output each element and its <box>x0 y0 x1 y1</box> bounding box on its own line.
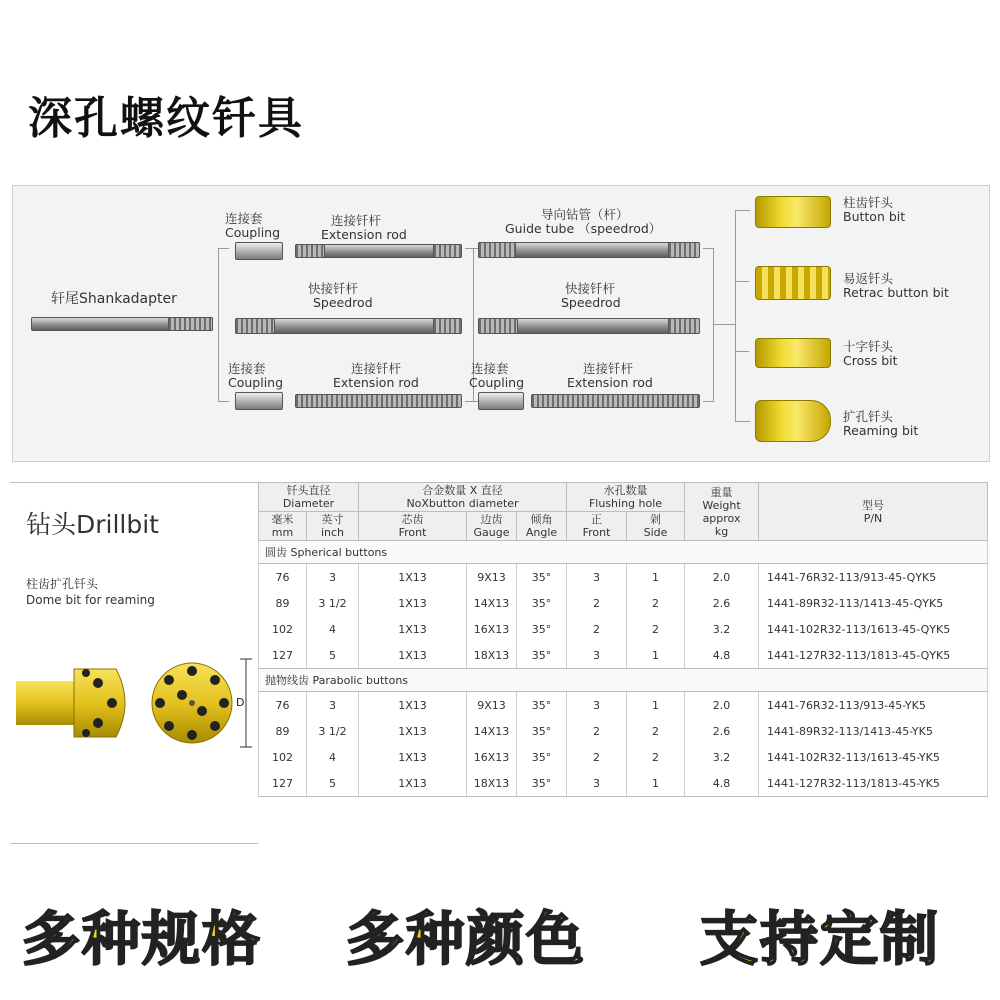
table-cell: 1X13 <box>359 642 467 669</box>
hdr-diameter-cn: 钎头直径 <box>286 484 331 497</box>
table-cell: 1441-102R32-113/1613-45-QYK5 <box>759 616 988 642</box>
page-title: 深孔螺纹钎具 <box>28 93 304 144</box>
group-parabolic: 抛物线齿 Parabolic buttons <box>259 669 988 692</box>
ext3-label-cn: 连接钎杆 <box>583 361 634 376</box>
table-cell: 1441-76R32-113/913-45-YK5 <box>759 692 988 719</box>
table-cell: 3.2 <box>685 616 759 642</box>
table-cell: 3 1/2 <box>307 590 359 616</box>
slogan-specs: 多种规格 <box>22 905 263 973</box>
bit1-label-cn: 柱齿钎头 <box>843 195 894 210</box>
table-cell: 76 <box>259 692 307 719</box>
connector-bits <box>735 210 750 422</box>
dome-bit-label-cn: 柱齿扩孔钎头 <box>26 577 99 591</box>
table-cell: 35° <box>517 590 567 616</box>
hdr-pn-en: P/N <box>863 511 883 525</box>
table-cell: 35° <box>517 616 567 642</box>
table-cell: 35° <box>517 564 567 591</box>
dome-bit-label-en: Dome bit for reaming <box>26 593 155 607</box>
ext1-label-cn: 连接钎杆 <box>331 213 382 228</box>
table-cell: 127 <box>259 770 307 797</box>
table-cell: 102 <box>259 744 307 770</box>
guide-thread-l <box>478 242 516 258</box>
speedrod1-thread-l <box>235 318 275 334</box>
spherical-rows <box>259 564 988 669</box>
speed1-label-en: Speedrod <box>313 295 373 310</box>
table-cell: 2 <box>627 590 685 616</box>
hdr-button-en: NoXbutton diameter <box>406 497 519 510</box>
shank-thread <box>168 317 213 331</box>
coupling2-label-cn: 连接套 <box>228 361 266 376</box>
hdr-front-cn: 芯齿 <box>401 513 424 526</box>
hdr-weight-en2: approx <box>702 511 741 525</box>
tool-system-diagram <box>12 185 990 462</box>
coupling1-label-en: Coupling <box>225 225 281 240</box>
hdr-fh-front-cn: 正 <box>591 513 603 526</box>
table-cell: 3 <box>307 564 359 591</box>
button-bit-image <box>755 196 831 228</box>
table-cell: 4.8 <box>685 642 759 669</box>
ext1-thread-r <box>433 244 462 258</box>
table-cell: 2 <box>627 718 685 744</box>
table-cell: 89 <box>259 590 307 616</box>
reaming-bit-image <box>755 400 831 442</box>
table-cell: 1441-76R32-113/913-45-QYK5 <box>759 564 988 591</box>
table-cell: 1 <box>627 692 685 719</box>
slogan-custom: 支持定制 <box>700 905 941 973</box>
ext3-image <box>531 394 700 408</box>
speed1-label-cn: 快接钎杆 <box>308 281 359 296</box>
table-row <box>259 692 988 719</box>
table-cell: 2 <box>567 590 627 616</box>
table-cell: 2 <box>567 718 627 744</box>
table-cell: 35° <box>517 718 567 744</box>
hdr-flush-en: Flushing hole <box>588 497 663 510</box>
table-cell: 3 <box>567 770 627 797</box>
table-cell: 89 <box>259 718 307 744</box>
speedrod2-thread-r <box>668 318 700 334</box>
hdr-fh-front-en: Front <box>582 526 611 539</box>
table-cell: 4 <box>307 744 359 770</box>
table-cell: 2.6 <box>685 590 759 616</box>
table-cell: 14X13 <box>467 718 517 744</box>
table-cell: 3 <box>567 564 627 591</box>
table-row <box>259 616 988 642</box>
table-cell: 1 <box>627 770 685 797</box>
ext1-thread-l <box>295 244 325 258</box>
coupling3-image <box>478 392 524 410</box>
coupling1-label-cn: 连接套 <box>225 211 263 226</box>
drillbit-left-panel <box>10 482 258 844</box>
table-cell: 14X13 <box>467 590 517 616</box>
bit3-label-cn: 十字钎头 <box>843 339 894 354</box>
coupling1-image <box>235 242 283 260</box>
hdr-front-en: Front <box>398 526 427 539</box>
table-cell: 3.2 <box>685 744 759 770</box>
table-row <box>259 642 988 669</box>
table-cell: 1441-102R32-113/1613-45-YK5 <box>759 744 988 770</box>
hdr-pn-cn: 型号 <box>862 498 884 512</box>
hdr-fh-side-en: Side <box>643 526 668 539</box>
ext2-label-cn: 连接钎杆 <box>351 361 402 376</box>
hdr-weight-unit: kg <box>714 524 729 538</box>
coupling2-label-en: Coupling <box>228 375 284 390</box>
table-cell: 35° <box>517 744 567 770</box>
coupling3-label-cn: 连接套 <box>471 361 509 376</box>
hdr-mm-cn: 毫米 <box>271 513 294 526</box>
hdr-flush-cn: 水孔数量 <box>603 484 648 497</box>
table-cell: 16X13 <box>467 616 517 642</box>
table-cell: 1441-89R32-113/1413-45-QYK5 <box>759 590 988 616</box>
retrac-bit-image <box>755 266 831 300</box>
connector-right <box>703 248 714 402</box>
table-cell: 1 <box>627 564 685 591</box>
hdr-gauge-cn: 边齿 <box>480 513 503 526</box>
table-cell: 5 <box>307 770 359 797</box>
guide-label-cn: 导向钻管（杆） <box>541 207 629 222</box>
speedrod2-thread-l <box>478 318 518 334</box>
table-cell: 2 <box>567 744 627 770</box>
table-cell: 9X13 <box>467 692 517 719</box>
table-cell: 1X13 <box>359 616 467 642</box>
table-cell: 3 1/2 <box>307 718 359 744</box>
table-row <box>259 564 988 591</box>
table-cell: 18X13 <box>467 770 517 797</box>
table-cell: 35° <box>517 692 567 719</box>
hdr-inch-en: inch <box>320 526 345 539</box>
hdr-weight-cn: 重量 <box>710 485 733 499</box>
bit4-label-cn: 扩孔钎头 <box>843 409 894 424</box>
cross-bit-image <box>755 338 831 368</box>
hdr-angle-cn: 倾角 <box>530 513 553 526</box>
slogan-colors: 多种颜色 <box>346 905 587 973</box>
coupling3-label-en: Coupling <box>469 375 525 390</box>
table-cell: 1X13 <box>359 718 467 744</box>
table-cell: 16X13 <box>467 744 517 770</box>
table-cell: 102 <box>259 616 307 642</box>
bit4-label-en: Reaming bit <box>843 423 919 438</box>
hdr-gauge-en: Gauge <box>473 526 510 539</box>
hdr-diameter-en: Diameter <box>282 497 335 510</box>
table-cell: 2 <box>627 616 685 642</box>
connector-bit2 <box>735 281 749 282</box>
bit1-label-en: Button bit <box>843 209 906 224</box>
table-cell: 35° <box>517 770 567 797</box>
shank-label: 轩尾Shankadapter <box>51 291 177 307</box>
speed2-label-cn: 快接钎杆 <box>565 281 616 296</box>
table-cell: 9X13 <box>467 564 517 591</box>
table-cell: 4.8 <box>685 770 759 797</box>
hdr-mm-en: mm <box>271 526 294 539</box>
table-cell: 5 <box>307 642 359 669</box>
table-cell: 3 <box>307 692 359 719</box>
table-cell: 1X13 <box>359 590 467 616</box>
table-cell: 2 <box>567 616 627 642</box>
ext2-label-en: Extension rod <box>333 375 419 390</box>
table-cell: 2.0 <box>685 564 759 591</box>
speedrod1-thread-r <box>433 318 462 334</box>
table-cell: 35° <box>517 642 567 669</box>
bit2-label-en: Retrac button bit <box>843 285 949 300</box>
table-cell: 2.6 <box>685 718 759 744</box>
guide-thread-r <box>668 242 700 258</box>
table-cell: 1X13 <box>359 692 467 719</box>
table-cell: 3 <box>567 692 627 719</box>
table-cell: 3 <box>567 642 627 669</box>
drillbit-section <box>10 482 988 842</box>
table-row <box>259 590 988 616</box>
table-cell: 4 <box>307 616 359 642</box>
hdr-button-cn: 合金数量 X 直径 <box>422 484 503 497</box>
parabolic-rows <box>259 692 988 797</box>
hdr-weight-en1: Weight <box>702 498 741 512</box>
group-spherical: 圆齿 Spherical buttons <box>259 541 988 564</box>
table-row <box>259 770 988 797</box>
table-cell: 2 <box>627 744 685 770</box>
table-cell: 1X13 <box>359 744 467 770</box>
connector-right-h <box>713 324 735 325</box>
ext2-image <box>295 394 462 408</box>
table-cell: 18X13 <box>467 642 517 669</box>
drillbit-spec-table <box>258 482 988 797</box>
hdr-angle-en: Angle <box>525 526 558 539</box>
table-cell: 1X13 <box>359 770 467 797</box>
table-cell: 1441-89R32-113/1413-45-YK5 <box>759 718 988 744</box>
bit2-label-cn: 易返钎头 <box>843 271 894 286</box>
table-cell: 1441-127R32-113/1813-45-YK5 <box>759 770 988 797</box>
speed2-label-en: Speedrod <box>561 295 621 310</box>
table-cell: 1 <box>627 642 685 669</box>
connector-bit3 <box>735 351 749 352</box>
diameter-d-label: D <box>236 696 245 709</box>
guide-label-en: Guide tube （speedrod） <box>505 221 662 236</box>
table-cell: 76 <box>259 564 307 591</box>
hdr-inch-cn: 英寸 <box>321 513 344 526</box>
table-row <box>259 744 988 770</box>
coupling2-image <box>235 392 283 410</box>
table-cell: 2.0 <box>685 692 759 719</box>
table-row <box>259 718 988 744</box>
ext3-label-en: Extension rod <box>567 375 653 390</box>
table-cell: 127 <box>259 642 307 669</box>
bit3-label-en: Cross bit <box>843 353 898 368</box>
drillbit-title: 钻头Drillbit <box>26 510 159 539</box>
table-cell: 1X13 <box>359 564 467 591</box>
table-cell: 1441-127R32-113/1813-45-QYK5 <box>759 642 988 669</box>
ext1-label-en: Extension rod <box>321 227 407 242</box>
hdr-fh-side-cn: 剁 <box>650 513 662 526</box>
dome-bit-image <box>16 643 256 763</box>
